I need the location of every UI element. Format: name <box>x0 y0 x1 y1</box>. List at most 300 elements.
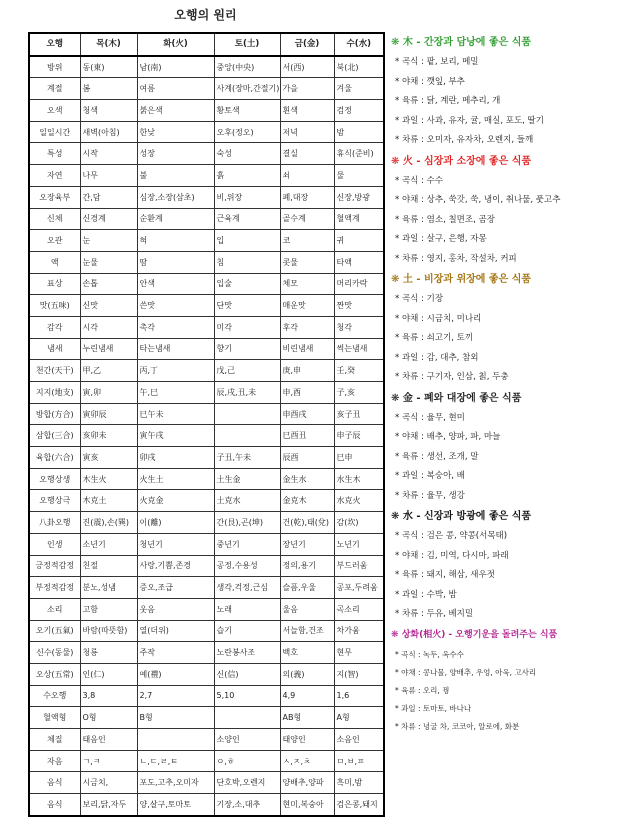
table-row <box>29 598 384 620</box>
row-label: 맛(五味) <box>29 295 80 317</box>
table-row <box>29 794 384 816</box>
table-cell: 戊,己 <box>214 360 280 382</box>
table-cell: 공정,수용성 <box>214 555 280 577</box>
row-label: 음식 <box>29 772 80 794</box>
food-item: * 과일 : 복숭아, 배 <box>395 471 465 481</box>
row-label: 오색 <box>29 100 80 122</box>
table-cell: 부드러움 <box>334 555 384 577</box>
row-label: 신체 <box>29 208 80 230</box>
table-cell: 심장,소장(삼초) <box>137 186 214 208</box>
table-cell: 3,8 <box>80 685 137 707</box>
food-item: * 차류 : 구기자, 인삼, 칡, 두충 <box>395 372 509 382</box>
table-cell: 지(智) <box>334 663 384 685</box>
table-cell: 장년기 <box>280 533 334 555</box>
table-cell: 중앙(中央) <box>214 56 280 78</box>
table-cell: O형 <box>80 707 137 729</box>
table-cell: 백호 <box>280 642 334 664</box>
food-item: * 차류 : 영지, 홍차, 작설차, 커피 <box>395 253 517 264</box>
flower-bullet-icon: ❋ <box>391 155 400 167</box>
table-cell: 노란봉사조 <box>214 642 280 664</box>
table-cell: 주작 <box>137 642 214 664</box>
table-row <box>29 468 384 490</box>
food-section-title: 火 - 심장과 소장에 좋은 식품 <box>402 155 532 167</box>
row-label: 오상(五常) <box>29 663 80 685</box>
table-row <box>29 230 384 252</box>
table-row <box>29 425 384 447</box>
food-item: * 육류 : 돼지, 해삼, 새우젓 <box>395 570 495 580</box>
row-label: 체질 <box>29 729 80 751</box>
row-label: 삼합(三合) <box>29 425 80 447</box>
table-cell: B형 <box>137 707 214 729</box>
table-cell: 남(南) <box>137 56 214 78</box>
food-section-heading <box>391 506 613 527</box>
table-row <box>29 273 384 295</box>
food-item: * 과일 : 사과, 유자, 귤, 매실, 포도, 딸기 <box>395 115 544 126</box>
table-cell: 현미,복숭아 <box>280 794 334 816</box>
table-row <box>29 750 384 772</box>
table-cell: 보리,닭,자두 <box>80 794 137 816</box>
food-section-metal <box>391 388 613 507</box>
table-cell: ㄱ,ㅋ <box>80 750 137 772</box>
table-cell: 寅亥 <box>80 447 137 469</box>
table-cell: 동(東) <box>80 56 137 78</box>
table-cell: 입술 <box>214 273 280 295</box>
table-cell: 서(西) <box>280 56 334 78</box>
table-cell: 미각 <box>214 316 280 338</box>
table-cell: 의(義) <box>280 663 334 685</box>
table-cell: 비린냄새 <box>280 338 334 360</box>
food-item: * 곡식 : 수수 <box>395 175 444 186</box>
table-cell: 金生水 <box>280 468 334 490</box>
food-item: * 과일 : 토마토, 바나나 <box>395 703 472 713</box>
table-cell: 침 <box>214 251 280 273</box>
table-cell: 辰酉 <box>280 447 334 469</box>
food-section-heading <box>391 388 613 409</box>
table-cell: AB형 <box>280 707 334 729</box>
food-section-heading <box>391 269 613 290</box>
table-row <box>29 100 384 122</box>
table-cell: 丙,丁 <box>137 360 214 382</box>
table-cell: 가을 <box>280 78 334 100</box>
row-label: 소리 <box>29 598 80 620</box>
food-item: * 곡식 : 녹두, 옥수수 <box>395 649 464 659</box>
table-row <box>29 729 384 751</box>
table-cell: 태음인 <box>80 729 137 751</box>
table-row <box>29 620 384 642</box>
row-label: 긍정적감정 <box>29 555 80 577</box>
food-section-heading <box>391 32 613 53</box>
table-cell: 壬,癸 <box>334 360 384 382</box>
table-cell: 辰,戌,丑,未 <box>214 382 280 404</box>
table-cell: 열(더위) <box>137 620 214 642</box>
table-cell: 근육계 <box>214 208 280 230</box>
table-cell: 향기 <box>214 338 280 360</box>
table-cell: 촉각 <box>137 316 214 338</box>
row-label: 부정적감정 <box>29 577 80 599</box>
table-cell: 신맛 <box>80 295 137 317</box>
table-cell: 기장,소,대추 <box>214 794 280 816</box>
table-cell: 혀 <box>137 230 214 252</box>
row-label: 八卦오행 <box>29 512 80 534</box>
table-row <box>29 403 384 425</box>
table-cell: 오후(정오) <box>214 121 280 143</box>
food-item: * 야채 : 상추, 쑥갓, 쑥, 냉이, 취나물, 풋고추 <box>395 195 561 205</box>
table-cell: 안색 <box>137 273 214 295</box>
five-elements-table-container <box>28 32 383 817</box>
table-cell: 밤 <box>334 121 384 143</box>
table-row <box>29 78 384 100</box>
food-item: * 과일 : 살구, 은행, 자몽 <box>395 234 487 244</box>
table-cell: 후각 <box>280 316 334 338</box>
table-cell: 亥子丑 <box>334 403 384 425</box>
table-cell: 울음 <box>280 598 334 620</box>
row-label: 오행상생 <box>29 468 80 490</box>
row-label: 냄새 <box>29 338 80 360</box>
header-cell: 금(金) <box>280 33 334 56</box>
table-row <box>29 56 384 78</box>
table-row <box>29 186 384 208</box>
table-cell: 火生土 <box>137 468 214 490</box>
table-cell: 입 <box>214 230 280 252</box>
table-cell: 청색 <box>80 100 137 122</box>
table-header <box>29 33 384 56</box>
table-row <box>29 533 384 555</box>
table-cell: 고함 <box>80 598 137 620</box>
table-cell <box>214 707 280 729</box>
row-label: 오기(五氣) <box>29 620 80 642</box>
row-label: 액 <box>29 251 80 273</box>
table-cell: 흑미,밤 <box>334 772 384 794</box>
table-cell <box>214 403 280 425</box>
table-cell: 土生金 <box>214 468 280 490</box>
table-cell: 시각 <box>80 316 137 338</box>
table-cell: 寅午戌 <box>137 425 214 447</box>
row-label: 오관 <box>29 230 80 252</box>
flower-bullet-icon: ❋ <box>391 629 399 640</box>
food-section-title: 木 - 간장과 담낭에 좋은 식품 <box>402 37 532 48</box>
table-row <box>29 295 384 317</box>
table-cell: 소양인 <box>214 729 280 751</box>
table-cell: 흰색 <box>280 100 334 122</box>
table-body <box>29 56 384 816</box>
table-cell: 5,10 <box>214 685 280 707</box>
table-cell: 소음인 <box>334 729 384 751</box>
table-row <box>29 121 384 143</box>
food-section-title: 土 - 비장과 위장에 좋은 식품 <box>402 274 532 285</box>
table-cell: 시금치, <box>80 772 137 794</box>
flower-bullet-icon: ❋ <box>391 274 400 285</box>
table-cell: 예(禮) <box>137 663 214 685</box>
food-section-wood <box>391 32 613 151</box>
table-cell: 저녁 <box>280 121 334 143</box>
food-item: * 야채 : 콩나물, 양배추, 우엉, 아욱, 고사리 <box>395 667 537 677</box>
table-row <box>29 490 384 512</box>
table-cell: 짠맛 <box>334 295 384 317</box>
table-cell <box>137 729 214 751</box>
table-row <box>29 208 384 230</box>
table-cell: ㅇ,ㅎ <box>214 750 280 772</box>
table-cell: 숙성 <box>214 143 280 165</box>
table-cell: 감(坎) <box>334 512 384 534</box>
table-cell: 누린냄새 <box>80 338 137 360</box>
table-cell: 申,酉 <box>280 382 334 404</box>
table-cell: 검은콩,돼지 <box>334 794 384 816</box>
table-cell: 이(離) <box>137 512 214 534</box>
table-cell: 노래 <box>214 598 280 620</box>
table-cell: 눈물 <box>80 251 137 273</box>
table-cell: 신장,방광 <box>334 186 384 208</box>
five-elements-table <box>28 32 385 817</box>
table-cell: 여름 <box>137 78 214 100</box>
table-cell: 사계(장마,간절기) <box>214 78 280 100</box>
table-cell: 巳申 <box>334 447 384 469</box>
table-cell: 겨울 <box>334 78 384 100</box>
row-label: 표상 <box>29 273 80 295</box>
table-cell: 머리카락 <box>334 273 384 295</box>
table-cell: 골수계 <box>280 208 334 230</box>
table-row <box>29 685 384 707</box>
food-item: * 곡식 : 기장 <box>395 294 444 304</box>
table-row <box>29 512 384 534</box>
table-cell: 청룡 <box>80 642 137 664</box>
header-row <box>29 33 384 56</box>
row-label: 자음 <box>29 750 80 772</box>
table-cell: 寅卯辰 <box>80 403 137 425</box>
table-cell: 단호박,오렌지 <box>214 772 280 794</box>
row-label: 음식 <box>29 794 80 816</box>
table-cell: 순환계 <box>137 208 214 230</box>
table-cell: 청각 <box>334 316 384 338</box>
food-item: * 곡식 : 검은 콩, 약콩(서목태) <box>395 531 508 541</box>
table-row <box>29 663 384 685</box>
table-cell: 시작 <box>80 143 137 165</box>
table-row <box>29 642 384 664</box>
food-recommendations-panel <box>391 32 613 736</box>
table-cell: ㅅ,ㅈ,ㅊ <box>280 750 334 772</box>
table-cell: 木生火 <box>80 468 137 490</box>
row-label: 계절 <box>29 78 80 100</box>
header-cell: 오행 <box>29 33 80 56</box>
row-label: 지지(地支) <box>29 382 80 404</box>
table-cell: 寅,卯 <box>80 382 137 404</box>
table-cell: 태양인 <box>280 729 334 751</box>
food-item: * 야채 : 배추, 양파, 파, 마늘 <box>395 432 501 442</box>
row-label: 수오행 <box>29 685 80 707</box>
table-cell: 인(仁) <box>80 663 137 685</box>
table-row <box>29 251 384 273</box>
table-cell: 1,6 <box>334 685 384 707</box>
table-cell: 곡소리 <box>334 598 384 620</box>
row-label: 일일시간 <box>29 121 80 143</box>
table-cell: 卯戌 <box>137 447 214 469</box>
table-row <box>29 577 384 599</box>
table-cell: 황토색 <box>214 100 280 122</box>
table-cell: 2,7 <box>137 685 214 707</box>
table-row <box>29 447 384 469</box>
table-cell: 子,亥 <box>334 382 384 404</box>
table-row <box>29 165 384 187</box>
food-item: * 야채 : 김, 미역, 다시마, 파래 <box>395 550 509 561</box>
table-cell: 水克火 <box>334 490 384 512</box>
food-item: * 차류 : 율무, 생강 <box>395 490 465 501</box>
food-section-title: 상화(相火) - 오행기운을 돌려주는 식품 <box>401 629 558 640</box>
header-cell: 목(木) <box>80 33 137 56</box>
food-section-earth <box>391 269 613 388</box>
food-section-water <box>391 506 613 625</box>
table-cell: 봄 <box>80 78 137 100</box>
table-cell: 코 <box>280 230 334 252</box>
row-label: 육합(六合) <box>29 447 80 469</box>
food-item: * 곡식 : 팥, 보리, 메밀 <box>395 57 479 67</box>
table-cell: 건(乾),태(兌) <box>280 512 334 534</box>
table-cell: 타는냄새 <box>137 338 214 360</box>
table-cell: 휴식(준비) <box>334 143 384 165</box>
food-section-title: 水 - 신장과 방광에 좋은 식품 <box>402 511 532 522</box>
row-label: 특성 <box>29 143 80 165</box>
table-row <box>29 316 384 338</box>
food-item: * 육류 : 쇠고기, 토끼 <box>395 333 474 343</box>
table-row <box>29 382 384 404</box>
food-item: * 차류 : 녕굴 차, 코코아, 알로에, 화분 <box>395 721 520 731</box>
row-label: 자연 <box>29 165 80 187</box>
table-cell: 申酉戌 <box>280 403 334 425</box>
table-row <box>29 143 384 165</box>
table-cell: ㅁ,ㅂ,ㅍ <box>334 750 384 772</box>
table-cell: A형 <box>334 707 384 729</box>
table-cell: 검정 <box>334 100 384 122</box>
table-row <box>29 555 384 577</box>
table-cell: 木克土 <box>80 490 137 512</box>
food-section-heading <box>391 151 613 172</box>
row-label: 혈액형 <box>29 707 80 729</box>
table-cell <box>214 425 280 447</box>
table-cell: 4,9 <box>280 685 334 707</box>
food-section-sanghwa <box>391 625 613 736</box>
table-cell: 혈액계 <box>334 208 384 230</box>
food-item: * 야채 : 시금치, 미나리 <box>395 313 482 324</box>
table-cell: 성장 <box>137 143 214 165</box>
page-title: 오행의 원리 <box>174 8 237 22</box>
table-cell: 한낮 <box>137 121 214 143</box>
table-cell: 午,巳 <box>137 382 214 404</box>
row-label: 신수(동물) <box>29 642 80 664</box>
table-cell: 친절 <box>80 555 137 577</box>
table-cell: 사랑,기쁨,존경 <box>137 555 214 577</box>
row-label: 인생 <box>29 533 80 555</box>
flower-bullet-icon: ❋ <box>391 511 400 522</box>
table-row <box>29 338 384 360</box>
table-cell: 생각,걱정,근심 <box>214 577 280 599</box>
table-cell: 슬픔,우울 <box>280 577 334 599</box>
table-cell: 申子辰 <box>334 425 384 447</box>
table-cell: 붉은색 <box>137 100 214 122</box>
table-cell: 庚,申 <box>280 360 334 382</box>
table-cell: 火克金 <box>137 490 214 512</box>
table-cell: 서늘함,건조 <box>280 620 334 642</box>
row-label: 방위 <box>29 56 80 78</box>
table-cell: 간(艮),곤(坤) <box>214 512 280 534</box>
table-cell: 체모 <box>280 273 334 295</box>
table-cell: 水生木 <box>334 468 384 490</box>
row-label: 감각 <box>29 316 80 338</box>
table-cell: 타액 <box>334 251 384 273</box>
table-cell: 공포,두려움 <box>334 577 384 599</box>
table-cell: 巳午未 <box>137 403 214 425</box>
table-cell: 손톱 <box>80 273 137 295</box>
table-cell: 매운맛 <box>280 295 334 317</box>
food-section-fire <box>391 151 613 270</box>
table-cell: 땀 <box>137 251 214 273</box>
flower-bullet-icon: ❋ <box>391 392 400 404</box>
table-cell: 노년기 <box>334 533 384 555</box>
table-cell: 土克水 <box>214 490 280 512</box>
row-label: 오행상극 <box>29 490 80 512</box>
food-item: * 육류 : 오리, 꿩 <box>395 685 450 695</box>
flower-bullet-icon: ❋ <box>391 37 400 48</box>
table-cell: 청년기 <box>137 533 214 555</box>
table-cell: ㄴ,ㄷ,ㄹ,ㅌ <box>137 750 214 772</box>
header-cell: 토(土) <box>214 33 280 56</box>
table-cell: 亥卯未 <box>80 425 137 447</box>
table-cell: 신경계 <box>80 208 137 230</box>
table-cell: 쓴맛 <box>137 295 214 317</box>
table-cell: 쇠 <box>280 165 334 187</box>
table-cell: 썩는냄새 <box>334 338 384 360</box>
food-section-title: 金 - 폐와 대장에 좋은 식품 <box>402 392 522 404</box>
food-item: * 차류 : 오미자, 유자차, 오렌지, 들깨 <box>395 135 534 145</box>
table-cell: 양,살구,토마토 <box>137 794 214 816</box>
table-cell: 북(北) <box>334 56 384 78</box>
table-cell: 단맛 <box>214 295 280 317</box>
table-cell: 불 <box>137 165 214 187</box>
table-cell: 진(震),손(巽) <box>80 512 137 534</box>
table-cell: 새벽(아침) <box>80 121 137 143</box>
table-cell: 현무 <box>334 642 384 664</box>
table-cell: 분노,성냄 <box>80 577 137 599</box>
row-label: 오장육부 <box>29 186 80 208</box>
table-cell: 결실 <box>280 143 334 165</box>
table-cell: 중년기 <box>214 533 280 555</box>
table-row <box>29 707 384 729</box>
table-cell: 巳酉丑 <box>280 425 334 447</box>
table-cell: 콧물 <box>280 251 334 273</box>
table-cell: 차가움 <box>334 620 384 642</box>
table-cell: 포도,고추,오미자 <box>137 772 214 794</box>
table-cell: 흙 <box>214 165 280 187</box>
header-cell: 수(水) <box>334 33 384 56</box>
table-cell: 정의,용기 <box>280 555 334 577</box>
food-item: * 과일 : 수박, 밤 <box>395 589 457 600</box>
table-row <box>29 360 384 382</box>
food-item: * 육류 : 닭, 계란, 메추리, 개 <box>395 96 501 106</box>
row-label: 천간(天干) <box>29 360 80 382</box>
header-cell: 화(火) <box>137 33 214 56</box>
table-cell: 子丑,午未 <box>214 447 280 469</box>
table-cell: 신(信) <box>214 663 280 685</box>
row-label: 방합(方合) <box>29 403 80 425</box>
table-cell: 나무 <box>80 165 137 187</box>
table-cell: 바람(따뜻함) <box>80 620 137 642</box>
table-cell: 간,담 <box>80 186 137 208</box>
table-cell: 비,위장 <box>214 186 280 208</box>
table-cell: 甲,乙 <box>80 360 137 382</box>
food-item: * 곡식 : 율무, 현미 <box>395 412 465 423</box>
table-row <box>29 772 384 794</box>
table-cell: 습기 <box>214 620 280 642</box>
table-cell: 소년기 <box>80 533 137 555</box>
food-item: * 야채 : 깻잎, 부추 <box>395 76 465 87</box>
food-item: * 과일 : 감, 대추, 참외 <box>395 352 479 363</box>
